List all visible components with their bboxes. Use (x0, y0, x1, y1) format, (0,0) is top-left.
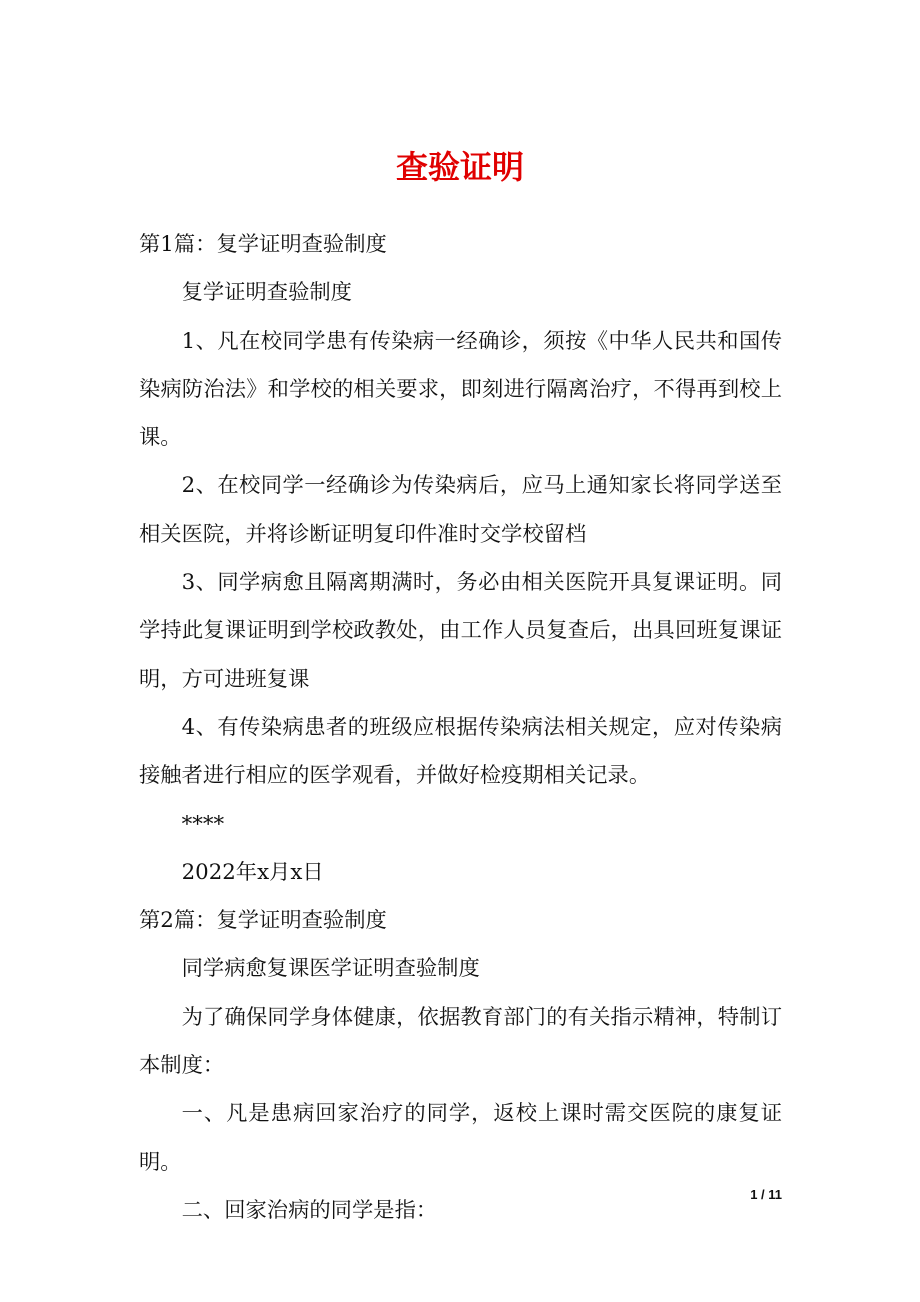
body-paragraph: 3、同学病愈且隔离期满时，务必由相关医院开具复课证明。同学持此复课证明到学校政教处，由工作人员复查后，出具回班复课证明，方可进班复课 (139, 570, 782, 692)
body-paragraph: 2022年x月x日 (181, 859, 324, 885)
body-paragraph: 1、凡在校同学患有传染病一经确诊，须按《中华人民共和国传染病防治法》和学校的相关要求，即刻进行隔离治疗，不得再到校上课。 (139, 328, 782, 451)
body-paragraph: 同学病愈复课医学证明查验制度 (181, 956, 480, 982)
page-indicator: 1 / 11 (750, 1187, 782, 1202)
body-paragraph: **** (181, 811, 225, 837)
body-paragraph: 为了确保同学身体健康，依据教育部门的有关指示精神，特制订本制度： (139, 1004, 782, 1079)
body-paragraph: 2、在校同学一经确诊为传染病后，应马上通知家长将同学送至相关医院，并将诊断证明复印件准时交学校留档 (139, 473, 782, 547)
section-heading: 第2篇：复学证明查验制度 (139, 908, 387, 934)
section-heading: 第1篇：复学证明查验制度 (139, 232, 387, 257)
body-paragraph: 一、凡是患病回家治疗的同学，返校上课时需交医院的康复证明。 (139, 1101, 782, 1175)
document-title: 查验证明 (395, 148, 524, 186)
body-paragraph: 4、有传染病患者的班级应根据传染病法相关规定，应对传染病接触者进行相应的医学观看，并做好检疫期相关记录。 (139, 714, 782, 789)
document-body (139, 221, 782, 1235)
body-paragraph: 二、回家治病的同学是指： (181, 1197, 438, 1223)
body-paragraph: 复学证明查验制度 (181, 280, 352, 306)
